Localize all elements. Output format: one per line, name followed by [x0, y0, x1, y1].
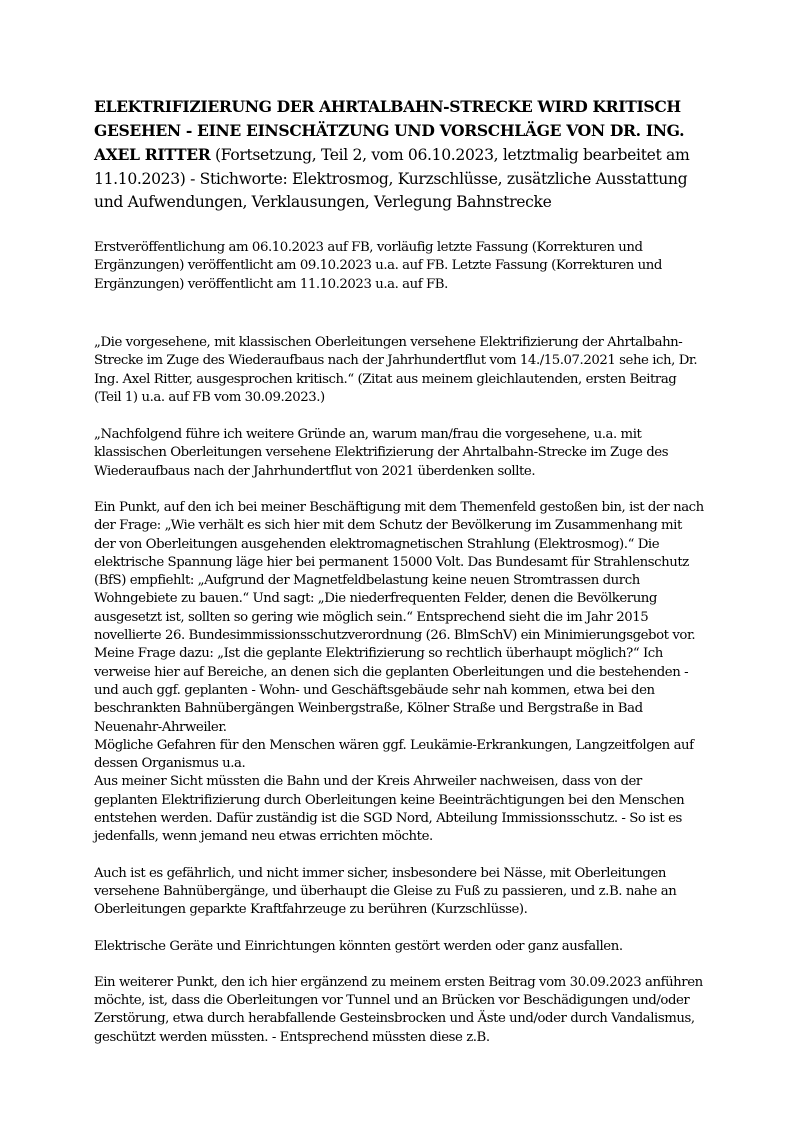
paragraph-further-reasons: „Nachfolgend führe ich weitere Gründe an, warum man/frau die vorgesehene, u.a. mit klassischen Oberleitungen versehene Elektrifizierung der Ahrtalbahn-Strecke im Zuge des Wiederaufbaus nach der Jahrhundertflut von 2021 überdenken sollte.	[94, 427, 669, 479]
document-page	[94, 95, 706, 1047]
document-title-bold: ELEKTRIFIZIERUNG DER AHRTALBAHN-STRECKE WIRD KRITISCH GESEHEN - EINE EINSCHÄTZUNG UND VORSCHLÄGE VON DR. ING. AXEL RITTER	[94, 97, 685, 165]
paragraph-tunnel-bridge-protection: Ein weiterer Punkt, den ich hier ergänzend zu meinem ersten Beitrag vom 30.09.2023 anführen möchte, ist, dass die Oberleitungen vor Tunnel und an Brücken vor Beschädigungen und/oder Zerstörung, etwa durch herabfallende Gesteinsbrocken und Äste und/oder durch Vandalismus, geschützt werden müssten. - Entsprechend müssten diese z.B.	[94, 974, 703, 1045]
paragraph-proof-requirement: Aus meiner Sicht müssten die Bahn und der Kreis Ahrweiler nachweisen, dass von der geplanten Elektrifizierung durch Oberleitungen keine Beeinträchtigungen bei den Menschen entstehen werden. Dafür zuständig ist die SGD Nord, Abteilung Immissionsschutz. - So ist es jedenfalls, wenn jemand neu etwas errichten möchte.	[94, 774, 685, 845]
document-title-details: (Fortsetzung, Teil 2, vom 06.10.2023, letztmalig bearbeitet am 11.10.2023) - Stichworte: Elektrosmog, Kurzschlüsse, zusätzliche Ausstattung und Aufwendungen, Verklausungen, Verlegung Bahnstrecke	[94, 146, 690, 211]
paragraph-quote-part-1: „Die vorgesehene, mit klassischen Oberleitungen versehene Elektrifizierung der Ahrtalbahn-Strecke im Zuge des Wiederaufbaus nach der Jahrhundertflut vom 14./15.07.2021 sehe ich, Dr. Ing. Axel Ritter, ausgesprochen kritisch.“ (Zitat aus meinem gleichlautenden, ersten Beitrag (Teil 1) u.a. auf FB vom 30.09.2023.)	[94, 334, 698, 405]
publication-note: Erstveröffentlichung am 06.10.2023 auf FB, vorläufig letzte Fassung (Korrekturen und Ergänzungen) veröffentlicht am 09.10.2023 u.a. auf FB. Letzte Fassung (Korrekturen und Ergänzungen) veröffentlicht am 11.10.2023 u.a. auf FB.	[94, 240, 662, 292]
paragraph-legal-question: Meine Frage dazu: „Ist die geplante Elektrifizierung so rechtlich überhaupt möglich?“ Ich verweise hier auf Bereiche, an denen sich die geplanten Oberleitungen und die bestehenden - und auch ggf. geplanten - Wohn- und Geschäftsgebäude sehr nah kommen, etwa bei den beschrankten Bahnübergängen Weinbergstraße, Kölner Straße und Bergstraße in Bad Neuenahr-Ahrweiler.	[94, 646, 689, 735]
paragraph-device-interference: Elektrische Geräte und Einrichtungen könnten gestört werden oder ganz ausfallen.	[94, 938, 623, 954]
paragraph-short-circuit-danger: Auch ist es gefährlich, und nicht immer sicher, insbesondere bei Nässe, mit Oberleitungen versehene Bahnübergänge, und überhaupt die Gleise zu Fuß zu passieren, und z.B. nahe an Oberleitungen geparkte Kraftfahrzeuge zu berühren (Kurzschlüsse).	[94, 865, 677, 918]
paragraph-electrosmog: Ein Punkt, auf den ich bei meiner Beschäftigung mit dem Themenfeld gestoßen bin, ist der nach der Frage: „Wie verhält es sich hier mit dem Schutz der Bevölkerung im Zusammenhang mit der von Oberleitungen ausgehenden elektromagnetischen Strahlung (Elektrosmog).“ Die elektrische Spannung läge hier bei permanent 15000 Volt. Das Bundesamt für Strahlenschutz (BfS) empfiehlt: „Aufgrund der Magnetfeldbelastung keine neuen Stromtrassen durch Wohngebiete zu bauen.“ Und sagt: „Die niederfrequenten Felder, denen die Bevölkerung ausgesetzt ist, sollten so gering wie möglich sein.“ Entsprechend sieht die im Jahr 2015 novellierte 26. Bundesimmissionsschutzverordnung (26. BlmSchV) ein Minimierungsgebot vor.	[94, 499, 704, 644]
paragraph-health-risks: Mögliche Gefahren für den Menschen wären ggf. Leukämie-Erkrankungen, Langzeitfolgen auf dessen Organismus u.a.	[94, 737, 694, 772]
document-title	[94, 95, 706, 214]
